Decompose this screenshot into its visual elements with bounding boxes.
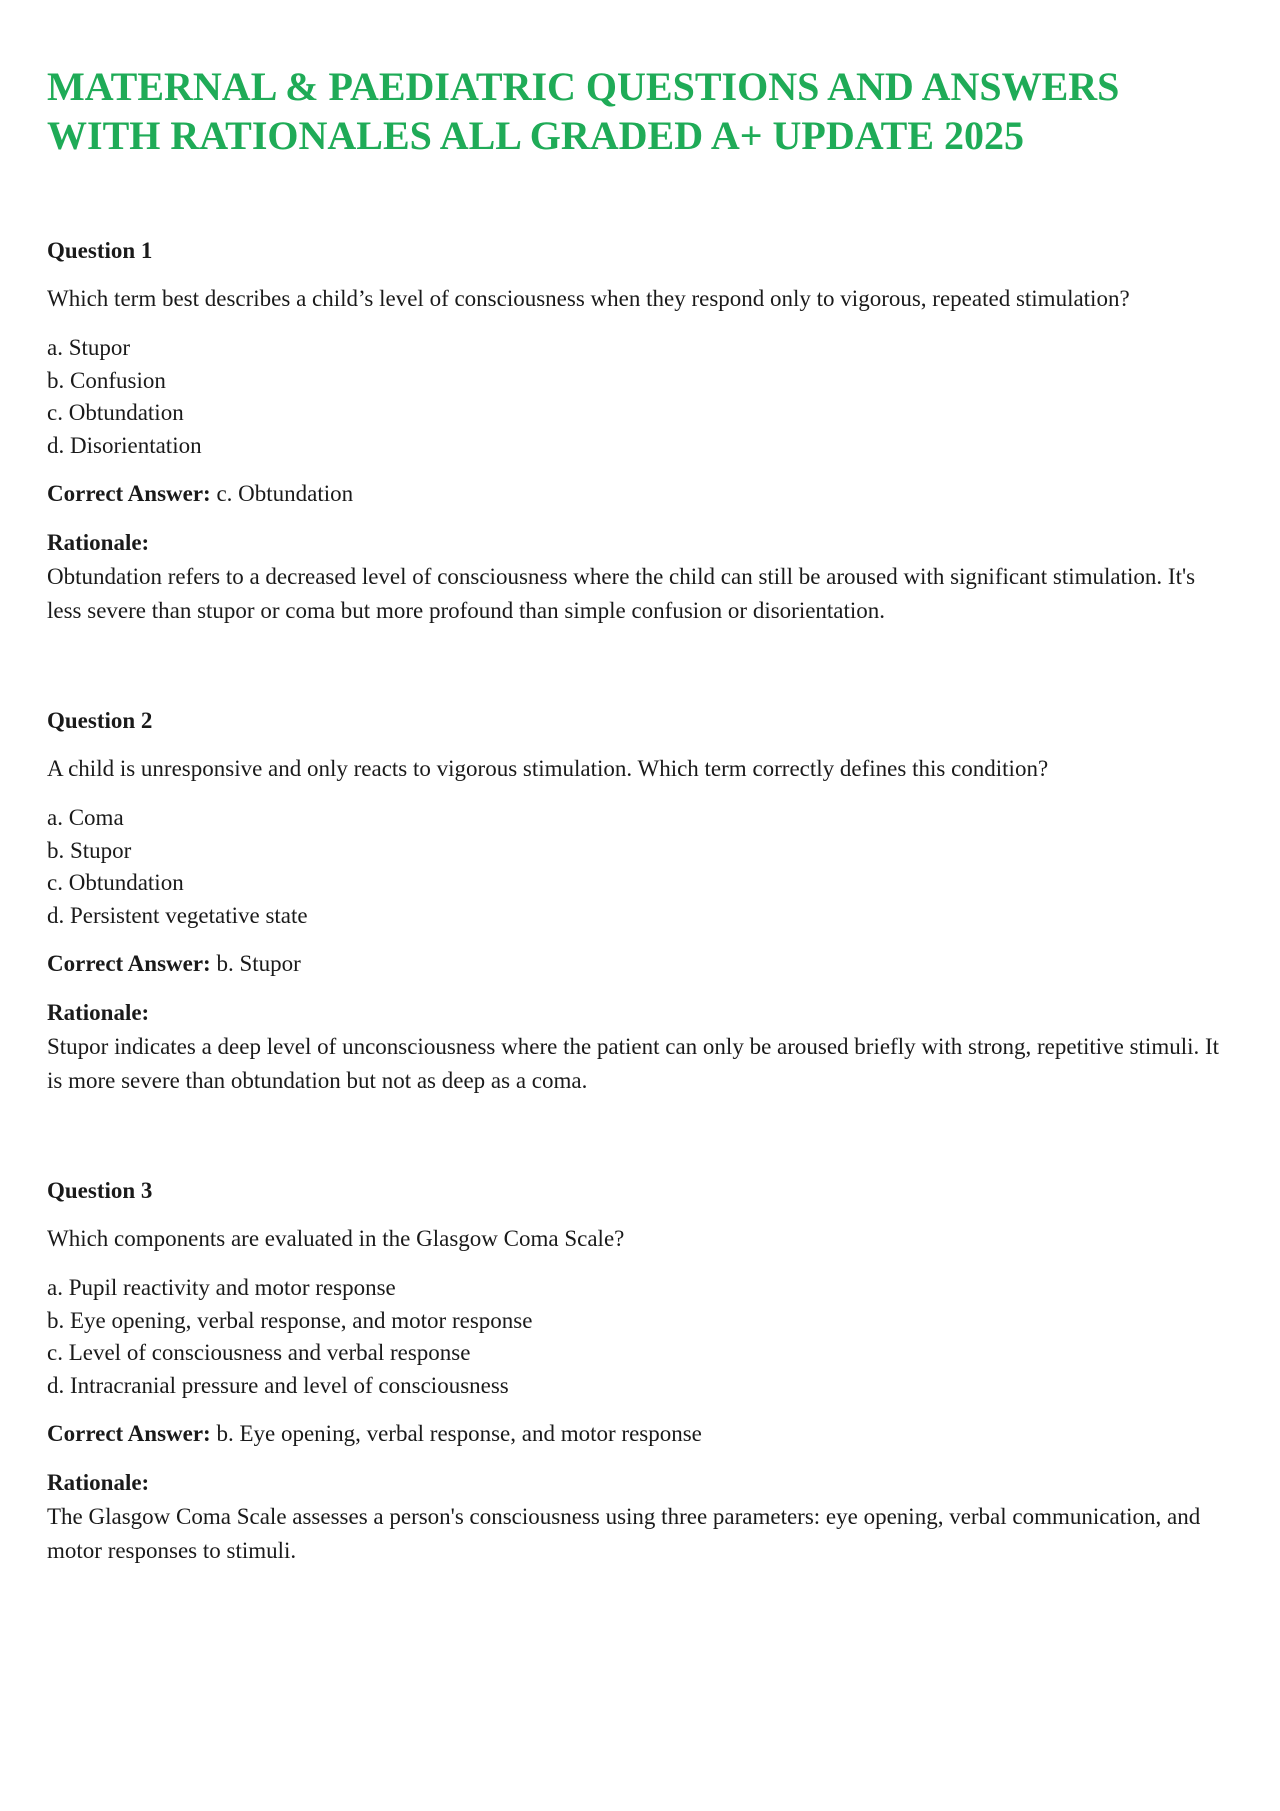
option-item: a. Pupil reactivity and motor response [47,1275,396,1300]
correct-answer-label: Correct Answer: [47,951,211,976]
question-block [47,1176,1220,1568]
option-item: a. Stupor [47,335,131,360]
correct-answer [47,479,1220,509]
rationale-text: Stupor indicates a deep level of unconsciousness where the patient can only be aroused briefly with strong, repetitive stimuli. It is more severe than obtundation but not as deep as a coma. [47,1034,1220,1093]
option-item: c. Obtundation [47,400,184,425]
correct-answer-label: Correct Answer: [47,481,211,506]
document-title: MATERNAL & PAEDIATRIC QUESTIONS AND ANSWERS WITH RATIONALES ALL GRADED A+ UPDATE 2025 [47,64,1120,158]
option-item: d. Disorientation [47,432,202,458]
correct-answer-label: Correct Answer: [47,1421,211,1446]
correct-answer [47,949,1220,979]
option-item: b. Stupor [47,837,132,863]
question-text: Which term best describes a child’s level of consciousness when they respond only to vigorous, repeated stimulation? [47,286,1130,311]
options-list [47,1272,1220,1402]
options-list [47,802,1220,932]
question-heading: Question 1 [47,238,153,263]
question-block [47,706,1220,1098]
correct-answer [47,1419,1220,1449]
options-list [47,332,1220,462]
option-item: d. Intracranial pressure and level of consciousness [47,1372,509,1398]
option-item: a. Coma [47,805,124,830]
rationale-text: Obtundation refers to a decreased level of consciousness where the child can still be aroused with significant stimulation. It's less severe than stupor or coma but more profound than simple confusion or disorientation. [47,564,1196,623]
question-text: Which components are evaluated in the Glasgow Coma Scale? [47,1226,625,1251]
option-item: b. Confusion [47,367,166,393]
question-text: A child is unresponsive and only reacts to vigorous stimulation. Which term correctly defines this condition? [47,756,1049,781]
option-item: b. Eye opening, verbal response, and motor response [47,1307,533,1333]
correct-answer-value: b. Stupor [216,951,301,976]
option-item: d. Persistent vegetative state [47,902,308,928]
option-item: c. Level of consciousness and verbal response [47,1340,471,1365]
correct-answer-value: b. Eye opening, verbal response, and motor response [216,1421,702,1446]
rationale-label: Rationale: [47,530,150,555]
rationale-text: The Glasgow Coma Scale assesses a person's consciousness using three parameters: eye opening, verbal communication, and motor responses to stimuli. [47,1504,1201,1563]
question-heading: Question 2 [47,708,153,733]
rationale-label: Rationale: [47,1470,150,1495]
option-item: c. Obtundation [47,870,184,895]
correct-answer-value: c. Obtundation [216,481,354,506]
rationale-label: Rationale: [47,1000,150,1025]
question-heading: Question 3 [47,1178,153,1203]
question-block [47,236,1220,628]
